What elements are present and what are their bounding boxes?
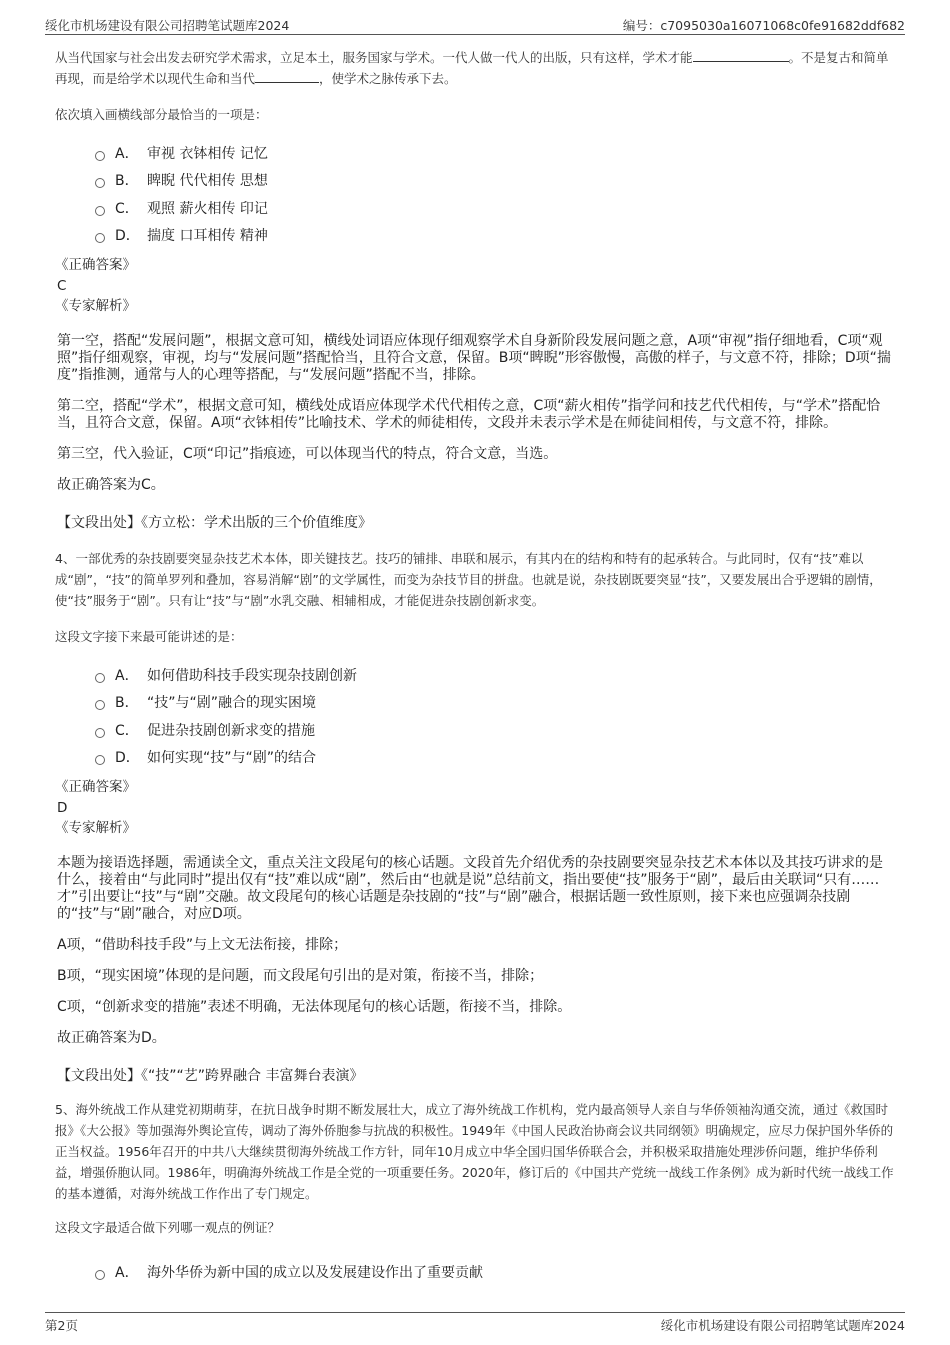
q3-answer: C [57,278,67,294]
q3-option-c[interactable] [95,194,895,222]
q3-option-a[interactable] [95,139,895,167]
radio-icon[interactable] [95,1270,105,1280]
q5-option-a[interactable] [95,1258,895,1286]
radio-icon[interactable] [95,206,105,216]
q3-analysis-para: 第三空，代入验证，C项“印记”指痕迹，可以体现当代的特点，符合文意，当选。 [57,446,558,462]
q4-option-b[interactable] [95,689,895,717]
q3-analysis-para: 第二空，搭配“学术”，根据文意可知，横线处成语应体现学术代代相传之意，C项“薪火相传”指学问和技艺代代相传，与“学术”搭配恰当，且符合文意，保留。A项“衣钵相传”比喻技术、学术的师徒相传，文段并未表示学术是在师徒间相传，与文意不符，排除。 [57,398,881,431]
radio-icon[interactable] [95,178,105,188]
option-letter: B． [115,695,139,712]
option-letter: A． [115,1264,139,1281]
q4-source: 【文段出处】《“技”“艺”跨界融合 丰富舞台表演》 [57,1068,364,1084]
q3-source: 【文段出处】《方立松：学术出版的三个价值维度》 [57,515,372,531]
q5-prompt: 这段文字最适合做下列哪一观点的例证？ [55,1220,281,1235]
option-text: 睥睨 代代相传 思想 [147,173,268,190]
q3-analysis-label: 《专家解析》 [55,298,136,314]
option-letter: C． [115,200,139,217]
q4-options [95,661,895,771]
option-letter: D． [115,750,140,767]
radio-icon[interactable] [95,700,105,710]
q3-prompt: 依次填入画横线部分最恰当的一项是： [55,107,268,122]
q3-passage-part1: 从当代国家与社会出发去研究学术需求，立足本土，服务国家与学术。一代人做一代人的出版，只有这样，学术才能 [55,50,693,65]
q4-option-a[interactable] [95,661,895,689]
q3-analysis-para: 故正确答案为C。 [57,477,165,493]
q4-analysis-para: 故正确答案为D。 [57,1030,166,1046]
q4-answer: D [57,800,68,816]
q3-option-b[interactable] [95,167,895,195]
q4-prompt: 这段文字接下来最可能讲述的是： [55,629,243,644]
option-letter: A． [115,145,139,162]
option-text: 揣度 口耳相传 精神 [147,228,268,245]
q4-analysis-label: 《专家解析》 [55,820,136,836]
q4-analysis-para: B项，“现实困境”体现的是问题，而文段尾句引出的是对策，衔接不当，排除； [57,968,544,984]
q4-analysis [55,855,895,1047]
footer-title: 绥化市机场建设有限公司招聘笔试题库2024 [660,1318,905,1333]
q3-passage [55,47,895,89]
option-letter: A． [115,667,139,684]
q4-passage: 4、一部优秀的杂技剧要突显杂技艺术本体，即关键技艺。技巧的铺排、串联和展示，有其内在的结构和特有的起承转合。与此同时，仅有“技”难以成“剧”，“技”的简单罗列和叠加，容易消解“剧”的文学属性，而变为杂技节目的拼盘。也就是说，杂技剧既要突显“技”，又要发展出合乎逻辑的剧情，使“技”服务于“剧”。只有让“技”与“剧”水乳交融、相辅相成，才能促进杂技剧创新求变。 [55,551,882,608]
q5-passage: 5、海外统战工作从建党初期萌芽，在抗日战争时期不断发展壮大，成立了海外统战工作机构，党内最高领导人亲自与华侨领袖沟通交流，通过《救国时报》《大公报》等加强海外舆论宣传，调动了海外侨胞参与抗战的积极性。1949年《中国人民政治协商会议共同纲领》明确规定，应尽力保护国外华侨的正当权益。1956年召开的中共八大继续贯彻海外统战工作方针，同年10月成立中华全国归国华侨联合会，并积极采取措施处理涉侨问题，维护华侨利益，增强侨胞认同。1986年，明确海外统战工作是全党的一项重要任务。2020年，修订后的《中国共产党统一战线工作条例》成为新时代统一战线工作的基本遵循，对海外统战工作作出了专门规定。 [55,1102,894,1201]
q3-passage-part2: 。不是复古和简单再现，而是给学术以现代生命和当代 [55,50,889,86]
q3-answer-label: 《正确答案》 [55,257,136,273]
page-number: 第2页 [45,1318,78,1333]
header-doc-id: 编号：c7095030a16071068c0fe91682ddf682 [622,18,905,33]
document-body [55,47,895,1286]
header-title: 绥化市机场建设有限公司招聘笔试题库2024 [45,18,290,33]
q3-blank-1 [693,49,789,62]
q3-option-d[interactable] [95,222,895,250]
option-text: 如何借助科技手段实现杂技剧创新 [147,667,357,684]
q3-options [95,139,895,249]
q4-analysis-para: C项，“创新求变的措施”表述不明确，无法体现尾句的核心话题，衔接不当，排除。 [57,999,572,1015]
page-footer [45,1312,905,1335]
option-text: 审视 衣钵相传 记忆 [147,145,268,162]
q4-option-d[interactable] [95,744,895,772]
radio-icon[interactable] [95,151,105,161]
q4-analysis-para: 本题为接语选择题，需通读全文，重点关注文段尾句的核心话题。文段首先介绍优秀的杂技剧要突显杂技艺术本体以及其技巧讲求的是什么，接着由“与此同时”提出仅有“技”难以成“剧”，然后由“也就是说”总结前文，指出要使“技”服务于“剧”，最后由关联词“只有……才”引出要让“技”与“剧”交融。故文段尾句的核心话题是杂技剧的“技”与“剧”融合，根据话题一致性原则，接下来也应强调杂技剧的“技”与“剧”融合，对应D项。 [57,855,883,922]
q3-passage-part3: ，使学术之脉传承下去。 [319,71,457,86]
q3-blank-2 [255,70,319,83]
q4-option-c[interactable] [95,716,895,744]
q3-analysis-para: 第一空，搭配“发展问题”，根据文意可知，横线处词语应体现仔细观察学术自身新阶段发展问题之意，A项“审视”指仔细地看，C项“观照”指仔细观察，审视，均与“发展问题”搭配恰当，且符合文意，保留。B项“睥睨”形容傲慢，高傲的样子，与文意不符，排除；D项“揣度”指推测，通常与人的心理等搭配，与“发展问题”搭配不当，排除。 [57,333,891,383]
option-text: 观照 薪火相传 印记 [147,200,268,217]
option-letter: D． [115,228,140,245]
option-text: 海外华侨为新中国的成立以及发展建设作出了重要贡献 [147,1264,483,1281]
radio-icon[interactable] [95,233,105,243]
q4-answer-label: 《正确答案》 [55,779,136,795]
radio-icon[interactable] [95,673,105,683]
q5-options [95,1258,895,1286]
q3-analysis [55,333,895,494]
option-text: “技”与“剧”融合的现实困境 [147,695,317,712]
option-letter: B． [115,173,139,190]
radio-icon[interactable] [95,728,105,738]
page-header [45,12,905,35]
option-letter: C． [115,722,139,739]
q4-analysis-para: A项，“借助科技手段”与上文无法衔接，排除； [57,937,348,953]
option-text: 如何实现“技”与“剧”的结合 [147,750,317,767]
radio-icon[interactable] [95,755,105,765]
option-text: 促进杂技剧创新求变的措施 [147,722,315,739]
